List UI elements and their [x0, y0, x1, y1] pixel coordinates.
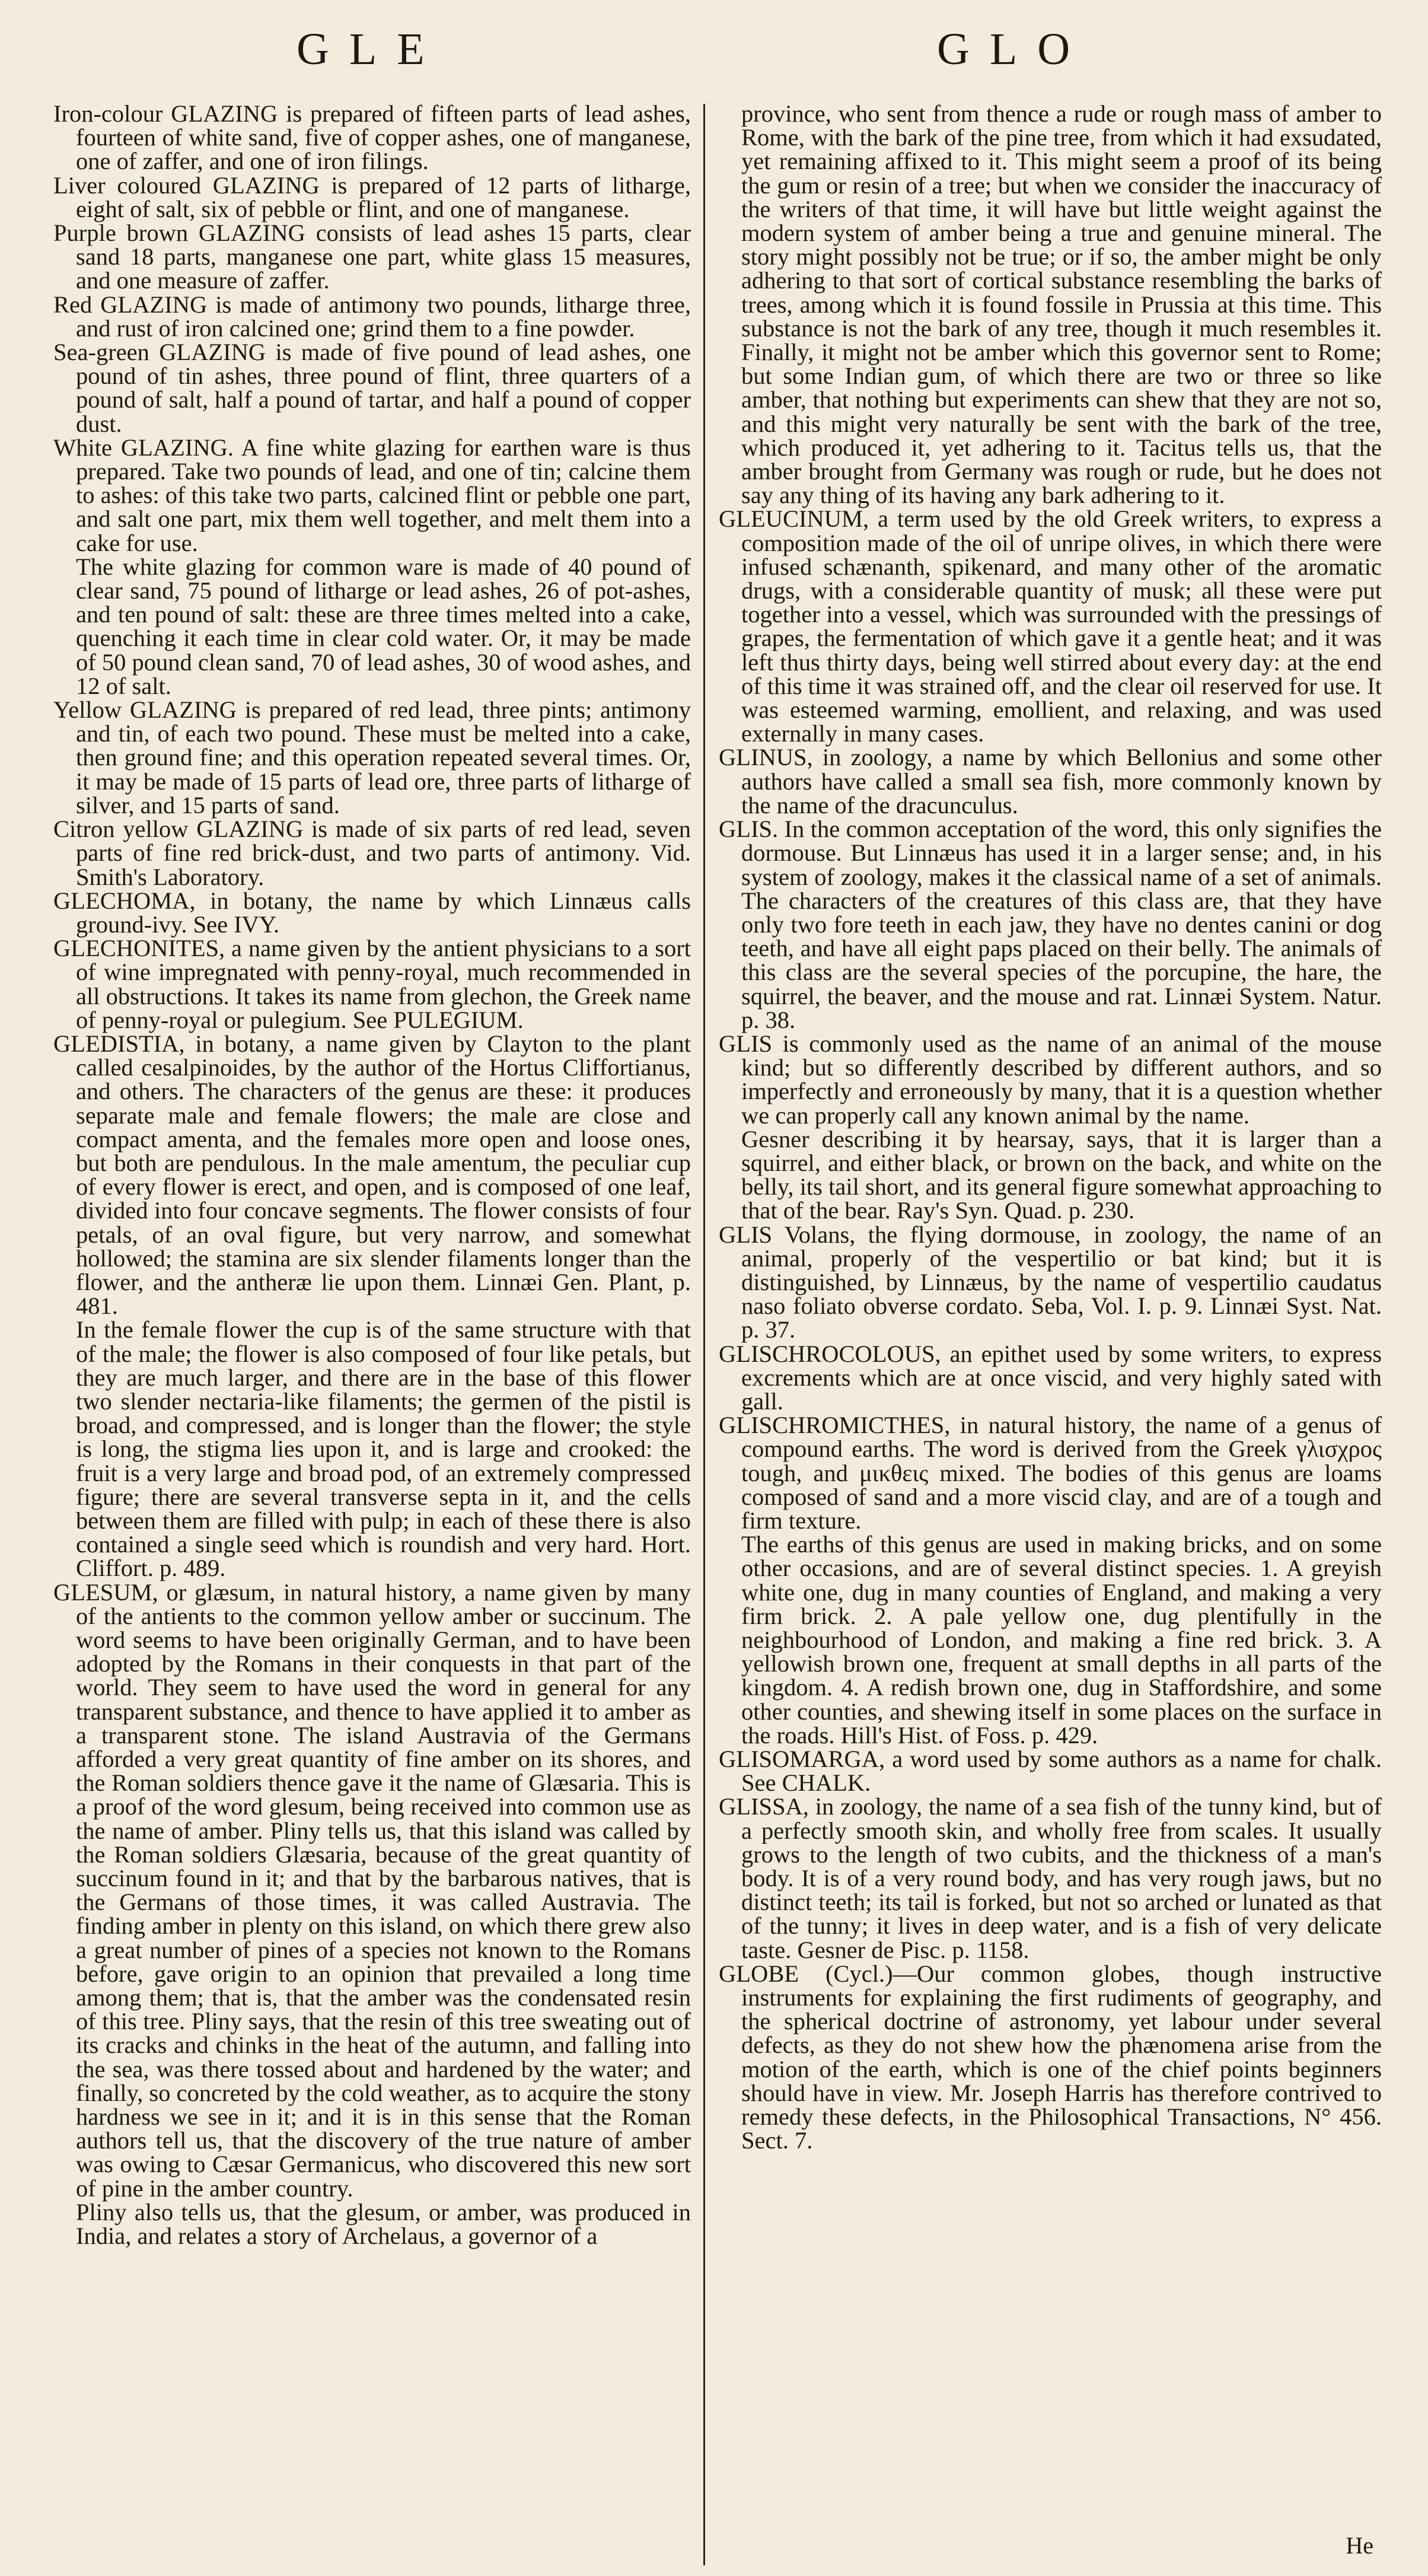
catchword: He — [1346, 2532, 1373, 2559]
entry-glis-volans: GLIS Volans, the flying dormouse, in zoology, the name of an animal, properly of the vespertilio or bat kind; but it is distinguished, by Linnæus, by the name of vespertilio caudatus naso foliato obverse cordato. Seba, Vol. I. p. 9. Linnæi Syst. Nat. p. 37. — [719, 1221, 1382, 1343]
entry-glisomarga: GLISOMARGA, a word used by some authors as a name for chalk. See CHALK. — [719, 1746, 1382, 1797]
paragraph-earths-species: The earths of this genus are used in making bricks, and on some other occasions, and are of several distinct species. 1. A greyish white one, dug in many counties of England, and making a very firm brick. 2. A pale yellow one, dug plentifully in the neighbourhood of London, and making a fine red brick. 3. A yellowish brown one, frequent at small depths in all parts of the kingdom. 4. A redish brown one, dug in Staffordshire, and some other counties, and shewing itself in some places on the surface in the roads. Hill's Hist. of Foss. p. 429. — [741, 1531, 1382, 1749]
column-divider — [703, 104, 705, 2565]
entry-purple-brown-glazing: Purple brown GLAZING consists of lead ashes 15 parts, clear sand 18 parts, manganese one part, white glass 15 measures, and one measure of zaffer. — [53, 219, 691, 294]
entry-glechonites: GLECHONITES, a name given by the antient physicians to a sort of wine impregnated with penny-royal, much recommended in all obstructions. It takes its name from glechon, the Greek name of penny-royal or pulegium. See PULEGIUM. — [53, 935, 691, 1033]
paragraph-white-glazing-common: The white glazing for common ware is made of 40 pound of clear sand, 75 pound of litharge or lead ashes, 26 of pot-ashes, and ten pound of salt: these are three times melted into a cake, quenching it each time in clear cold water. Or, it may be made of 50 pound clean sand, 70 of lead ashes, 30 of wood ashes, and 12 of salt. — [76, 553, 691, 699]
paragraph-glesum-pliny: Pliny also tells us, that the glesum, or amber, was produced in India, and relates a story of Archelaus, a governor of a — [76, 2198, 691, 2250]
entry-red-glazing: Red GLAZING is made of antimony two pounds, litharge three, and rust of iron calcined one; grind them to a fine powder. — [53, 291, 691, 342]
entry-citron-yellow-glazing: Citron yellow GLAZING is made of six parts of red lead, seven parts of fine red brick-dust, and two parts of antimony. Vid. Smith's Laboratory. — [53, 816, 691, 890]
entry-white-glazing: White GLAZING. A fine white glazing for earthen ware is thus prepared. Take two pounds of lead, and one of tin; calcine them to ashes: of this take two parts, calcined flint or pebble one part, and salt one part, mix them well together, and melt them into a cake for use. — [53, 434, 691, 556]
entry-liver-coloured-glazing: Liver coloured GLAZING is prepared of 12 parts of litharge, eight of salt, six of pebble or flint, and one of manganese. — [53, 171, 691, 222]
left-column — [53, 102, 691, 2248]
entry-glissa: GLISSA, in zoology, the name of a sea fish of the tunny kind, but of a perfectly smooth skin, and wholly free from scales. It usually grows to the length of two cubits, and the thickness of a man's body. It is of a very round body, and has very rough jaws, but no distinct teeth; its tail is forked, but not so arched or lunated as that of the tunny; it lives in deep water, and is a fish of very delicate taste. Gesner de Pisc. p. 1158. — [719, 1793, 1382, 1963]
entry-gleucinum: GLEUCINUM, a term used by the old Greek writers, to express a composition made of the oil of unripe olives, in which there were infused schænanth, spikenard, and many other of the aromatic drugs, with a considerable quantity of musk; all these were put together into a vessel, which was surrounded with the pressings of grapes, the fermentation of which gave it a gentle heat; and it was left thus thirty days, being well stirred about every day: at the end of this time it was strained off, and the clear oil reserved for use. It was esteemed warming, emollient, and relaxing, and was used externally in many cases. — [719, 505, 1382, 747]
header-right: GLO — [937, 24, 1091, 74]
entry-gledistia: GLEDISTIA, in botany, a name given by Clayton to the plant called cesalpinoides, by the author of the Hortus Cliffortianus, and others. The characters of the genus are these: it produces separate male and female flowers; the male are close and compact amenta, and the females more open and loose ones, but both are pendulous. In the male amentum, the peculiar cup of every flower is erect, and open, and is composed of one leaf, divided into four concave segments. The flower consists of four petals, of an oval figure, but very narrow, and somewhat hollowed; the stamina are six slender filaments longer than the flower, and the antheræ lie upon them. Linnæi Gen. Plant, p. 481. — [53, 1030, 691, 1320]
entry-glischrocolous: GLISCHROCOLOUS, an epithet used by some writers, to express excrements which are at once viscid, and very highly sated with gall. — [719, 1340, 1382, 1415]
entry-glis: GLIS. In the common acceptation of the word, this only signifies the dormouse. But Linnæus has used it in a larger sense; and, in his system of zoology, makes it the classical name of a set of animals. The characters of the creatures of this class are, that they have only two fore teeth in each jaw, they have no dentes canini or dog teeth, and have all eight paps placed on their belly. The animals of this class are the several species of the porcupine, the hare, the squirrel, the beaver, and the mouse and rat. Linnæi System. Natur. p. 38. — [719, 816, 1382, 1033]
entry-glinus: GLINUS, in zoology, a name by which Bellonius and some other authors have called a small sea fish, more commonly known by the name of the dracunculus. — [719, 744, 1382, 819]
right-column — [719, 102, 1382, 2152]
paragraph-glesum-continued: province, who sent from thence a rude or rough mass of amber to Rome, with the bark of the pine tree, from which it had exsudated, yet remaining affixed to it. This might seem a proof of its being the gum or resin of a tree; but when we consider the inaccuracy of the writers of that time, it will have but little weight against the modern system of amber being a true and genuine mineral. The story might possibly not be true; or if so, the amber might be only adhering to that sort of cortical substance resembling the barks of trees, among which it is found fossile in Prussia at this time. This substance is not the bark of any tree, though it much resembles it. Finally, it might not be amber which this governor sent to Rome; but some Indian gum, of which there are two or three so like amber, that nothing but experiments can shew that they are not so, and this might very naturally be sent with the bark of the tree, which produced it, yet adhering to it. Tacitus tells us, that the amber brought from Germany was rough or rude, but he does not say any thing of its having any bark adhering to it. — [741, 100, 1382, 509]
entry-globe: GLOBE (Cycl.)—Our common globes, though instructive instruments for explaining the first rudiments of geography, and the spherical doctrine of astronomy, yet labour under several defects, as they do not shew how the phænomena arise from the motion of the earth, which is one of the chief points beginners should have in view. Mr. Joseph Harris has therefore contrived to remedy these defects, in the Philosophical Transactions, N° 456. Sect. 7. — [719, 1960, 1382, 2154]
entry-glechoma: GLECHOMA, in botany, the name by which Linnæus calls ground-ivy. See IVY. — [53, 887, 691, 938]
entry-iron-colour-glazing: Iron-colour GLAZING is prepared of fifteen parts of lead ashes, fourteen of white sand, five of copper ashes, one of manganese, one of zaffer, and one of iron filings. — [53, 100, 691, 175]
entry-sea-green-glazing: Sea-green GLAZING is made of five pound of lead ashes, one pound of tin ashes, three pound of flint, three quarters of a pound of salt, half a pound of tartar, and half a pound of copper dust. — [53, 339, 691, 437]
running-header — [0, 24, 1428, 89]
header-left: GLE — [297, 24, 445, 74]
entry-yellow-glazing: Yellow GLAZING is prepared of red lead, three pints; antimony and tin, of each two pound. These must be melted into a cake, then ground fine; and this operation repeated several times. Or, it may be made of 15 parts of lead ore, three parts of litharge of silver, and 15 parts of sand. — [53, 696, 691, 819]
entry-glischromicthes: GLISCHROMICTHES, in natural history, the name of a genus of compound earths. The word is derived from the Greek γλισχρος tough, and μικθεις mixed. The bodies of this genus are loams composed of sand and a more viscid clay, and are of a tough and firm texture. — [719, 1412, 1382, 1534]
entry-glesum: GLESUM, or glæsum, in natural history, a name given by many of the antients to the common yellow amber or succinum. The word seems to have been originally German, and to have been adopted by the Romans in their conquests in that part of the world. They seem to have used the word in general for any transparent substance, and thence to have applied it to amber as a transparent stone. The island Austravia of the Germans afforded a very great quantity of fine amber on its shores, and the Roman soldiers thence gave it the name of Glæsaria. This is a proof of the word glesum, being received into common use as the name of amber. Pliny tells us, that this island was called by the Roman soldiers Glæsaria, because of the great quantity of succinum found in it; and that by the barbarous natives, that is the Germans of those times, it was called Austravia. The finding amber in plenty on this island, on which there grew also a great number of pines of a species not known to the Romans before, gave origin to an opinion that prevailed a long time among them; that is, that the amber was the condensated resin of this tree. Pliny says, that the resin of this tree sweating out of its cracks and chinks in the heat of the autumn, and falling into the sea, was there tossed about and hardened by the water; and finally, so concreted by the cold weather, as to acquire the stony hardness we see in it; and it is in this sense that the Roman authors tell us, that the discovery of the true nature of amber was owing to Cæsar Germanicus, who discovered this new sort of pine in the amber country. — [53, 1578, 691, 2202]
paragraph-gledistia-female: In the female flower the cup is of the same structure with that of the male; the flower is also composed of four like petals, but they are much larger, and there are in the base of this flower two slender nectaria-like filaments; the germen of the pistil is broad, and compressed, and is longer than the flower; the style is long, the stigma lies upon it, and is large and crooked: the fruit is a very large and broad pod, of an extremely compressed figure; there are several transverse septa in it, and the cells between them are filled with pulp; in each of these there is also contained a single seed which is roundish and very hard. Hort. Cliffort. p. 489. — [76, 1316, 691, 1582]
entry-glis-mouse: GLIS is commonly used as the name of an animal of the mouse kind; but so differently described by different authors, and so imperfectly and erroneously by many, that it is a question whether we can properly call any known animal by the name. — [719, 1030, 1382, 1129]
paragraph-gesner: Gesner describing it by hearsay, says, that it is larger than a squirrel, and either black, or brown on the back, and white on the belly, its tail short, and its general figure somewhat approaching to that of the bear. Ray's Syn. Quad. p. 230. — [741, 1125, 1382, 1224]
